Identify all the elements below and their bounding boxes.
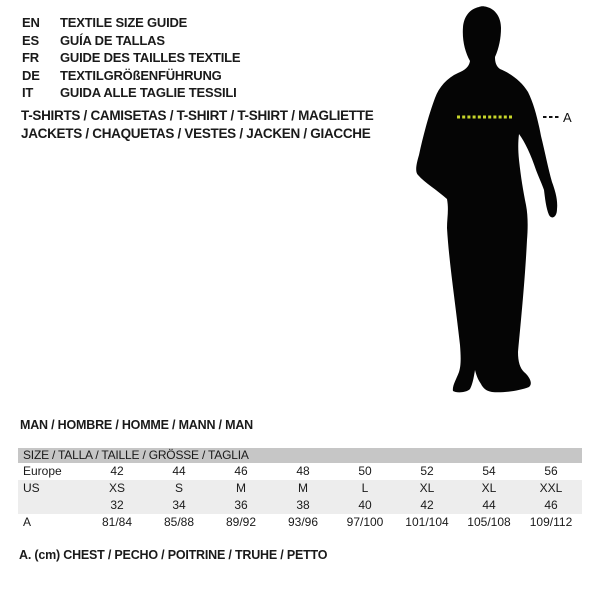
list-item xyxy=(22,49,240,67)
section-heading-man: MAN / HOMBRE / HOMME / MANN / MAN xyxy=(20,418,253,432)
chest-measure-label: A xyxy=(563,110,572,125)
language-label: GUIDE DES TAILLES TEXTILE xyxy=(60,50,241,65)
table-row-numeric xyxy=(18,497,582,514)
list-item xyxy=(22,67,240,85)
table-cell: XL xyxy=(481,481,497,495)
table-cell: 52 xyxy=(420,464,434,478)
table-cell: M xyxy=(236,481,246,495)
table-cell: 48 xyxy=(296,464,310,478)
table-cell: 32 xyxy=(110,498,124,512)
language-label: TEXTILGRÖßENFÜHRUNG xyxy=(60,67,222,83)
row-label: US xyxy=(23,481,40,495)
table-cell: 54 xyxy=(482,464,496,478)
table-cell: 56 xyxy=(544,464,558,478)
table-cell: 34 xyxy=(172,498,186,512)
man-silhouette xyxy=(416,6,557,392)
table-cell: 89/92 xyxy=(225,515,257,529)
garment-categories xyxy=(21,107,373,142)
table-cell: XS xyxy=(108,481,125,495)
table-cell: 85/88 xyxy=(163,515,195,529)
category-jackets: JACKETS / CHAQUETAS / VESTES / JACKEN / GIACCHE xyxy=(21,125,371,141)
language-label: GUÍA DE TALLAS xyxy=(60,32,165,48)
language-code: DE xyxy=(22,67,40,83)
language-list xyxy=(22,14,240,102)
language-label: GUIDA ALLE TAGLIE TESSILI xyxy=(60,85,237,100)
table-cell: 109/112 xyxy=(529,515,573,529)
table-cell: 97/100 xyxy=(346,515,384,529)
table-row-chest xyxy=(18,514,582,531)
table-row-europe xyxy=(18,463,582,480)
list-item xyxy=(22,14,240,32)
table-cell: 105/108 xyxy=(467,515,511,529)
table-cell: 44 xyxy=(172,464,186,478)
row-label xyxy=(18,497,86,514)
measurement-footnote: A. (cm) CHEST / PECHO / POITRINE / TRUHE / PETTO xyxy=(19,548,328,562)
table-cell: XL xyxy=(419,481,435,495)
language-code: FR xyxy=(22,50,39,65)
table-cell: 38 xyxy=(296,498,310,512)
row-label: Europe xyxy=(23,464,62,478)
language-code: IT xyxy=(22,85,34,100)
list-item xyxy=(22,84,240,102)
table-cell: 44 xyxy=(482,498,496,512)
table-cell: 50 xyxy=(358,464,372,478)
table-cell: 42 xyxy=(110,464,124,478)
table-cell: XXL xyxy=(539,481,563,495)
table-cell: 40 xyxy=(358,498,372,512)
table-cell: 42 xyxy=(420,498,434,512)
table-cell: 46 xyxy=(544,498,558,512)
row-label: A xyxy=(23,515,32,529)
size-table xyxy=(18,448,582,531)
table-cell: L xyxy=(361,481,369,495)
table-cell: M xyxy=(298,481,308,495)
table-cell: 46 xyxy=(234,464,248,478)
size-table-header: SIZE / TALLA / TAILLE / GRÖSSE / TAGLIA xyxy=(18,448,582,463)
list-item xyxy=(22,32,240,50)
language-label: TEXTILE SIZE GUIDE xyxy=(60,15,188,30)
man-silhouette-svg xyxy=(400,0,600,400)
table-cell: 93/96 xyxy=(287,515,319,529)
language-code: ES xyxy=(22,32,39,48)
table-cell: 101/104 xyxy=(405,515,449,529)
table-cell: 36 xyxy=(234,498,248,512)
language-code: EN xyxy=(22,15,40,30)
table-cell: S xyxy=(174,481,183,495)
category-tshirts: T-SHIRTS / CAMISETAS / T-SHIRT / T-SHIRT / MAGLIETTE xyxy=(21,108,374,123)
table-cell: 81/84 xyxy=(101,515,133,529)
figure-container xyxy=(400,0,600,400)
table-row-us xyxy=(18,480,582,497)
